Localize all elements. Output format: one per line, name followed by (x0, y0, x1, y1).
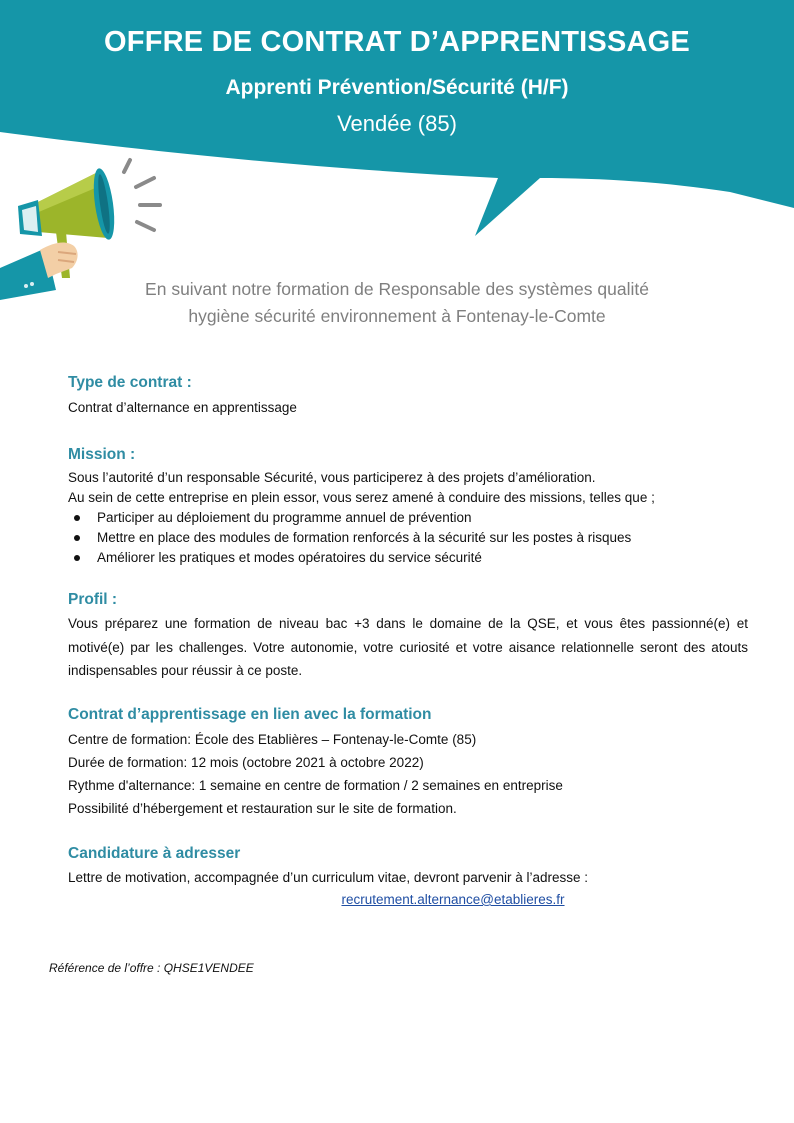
section-profile (68, 591, 748, 683)
contract-type-text: Contrat d’alternance en apprentissage (68, 400, 297, 415)
email-link[interactable]: recrutement.alternance@etablieres.fr (341, 892, 565, 907)
job-location: Vendée (85) (337, 111, 457, 136)
section-contract-type (68, 374, 748, 418)
training-line: Rythme d'alternance: 1 semaine en centre de formation / 2 semaines en entreprise (68, 778, 563, 793)
section-mission (68, 446, 748, 568)
training-heading: Contrat d’apprentissage en lien avec la formation (68, 706, 432, 723)
mission-line-1: Sous l’autorité d’un responsable Sécurité, vous participerez à des projets d’amélioration. (68, 470, 596, 485)
list-item: Participer au déploiement du programme annuel de prévention (68, 508, 748, 528)
contract-type-heading: Type de contrat : (68, 374, 192, 391)
mission-line-2: Au sein de cette entreprise en plein essor, vous serez amené à conduire des missions, telles que ; (68, 490, 655, 505)
profile-heading: Profil : (68, 591, 118, 608)
section-training (68, 706, 748, 820)
intro-line-2: hygiène sécurité environnement à Fontenay-le-Comte (188, 306, 606, 326)
intro-line-1: En suivant notre formation de Responsable des systèmes qualité (145, 279, 649, 299)
list-item: Améliorer les pratiques et modes opératoires du service sécurité (68, 548, 748, 568)
mission-heading: Mission : (68, 446, 136, 463)
intro-text (0, 276, 794, 330)
training-line: Durée de formation: 12 mois (octobre 2021 à octobre 2022) (68, 755, 424, 770)
training-line: Possibilité d’hébergement et restauration sur le site de formation. (68, 801, 457, 816)
page-title: OFFRE DE CONTRAT D’APPRENTISSAGE (104, 26, 690, 58)
profile-text: Vous préparez une formation de niveau bac +3 dans le domaine de la QSE, et vous êtes passionné(e) et motivé(e) par les challenges. Votre autonomie, votre curiosité et votre aisance relationnelle seront des atouts indispensables pour réussir à ce poste. (68, 616, 748, 678)
application-text: Lettre de motivation, accompagnée d’un curriculum vitae, devront parvenir à l’adresse : (68, 870, 589, 885)
application-heading: Candidature à adresser (68, 845, 241, 862)
offer-reference: Référence de l’offre : QHSE1VENDEE (49, 961, 254, 975)
list-item: Mettre en place des modules de formation renforcés à la sécurité sur les postes à risques (68, 528, 748, 548)
job-title: Apprenti Prévention/Sécurité (H/F) (225, 76, 569, 99)
training-line: Centre de formation: École des Etablières – Fontenay-le-Comte (85) (68, 732, 477, 747)
mission-list (68, 508, 748, 568)
section-application (68, 845, 748, 911)
